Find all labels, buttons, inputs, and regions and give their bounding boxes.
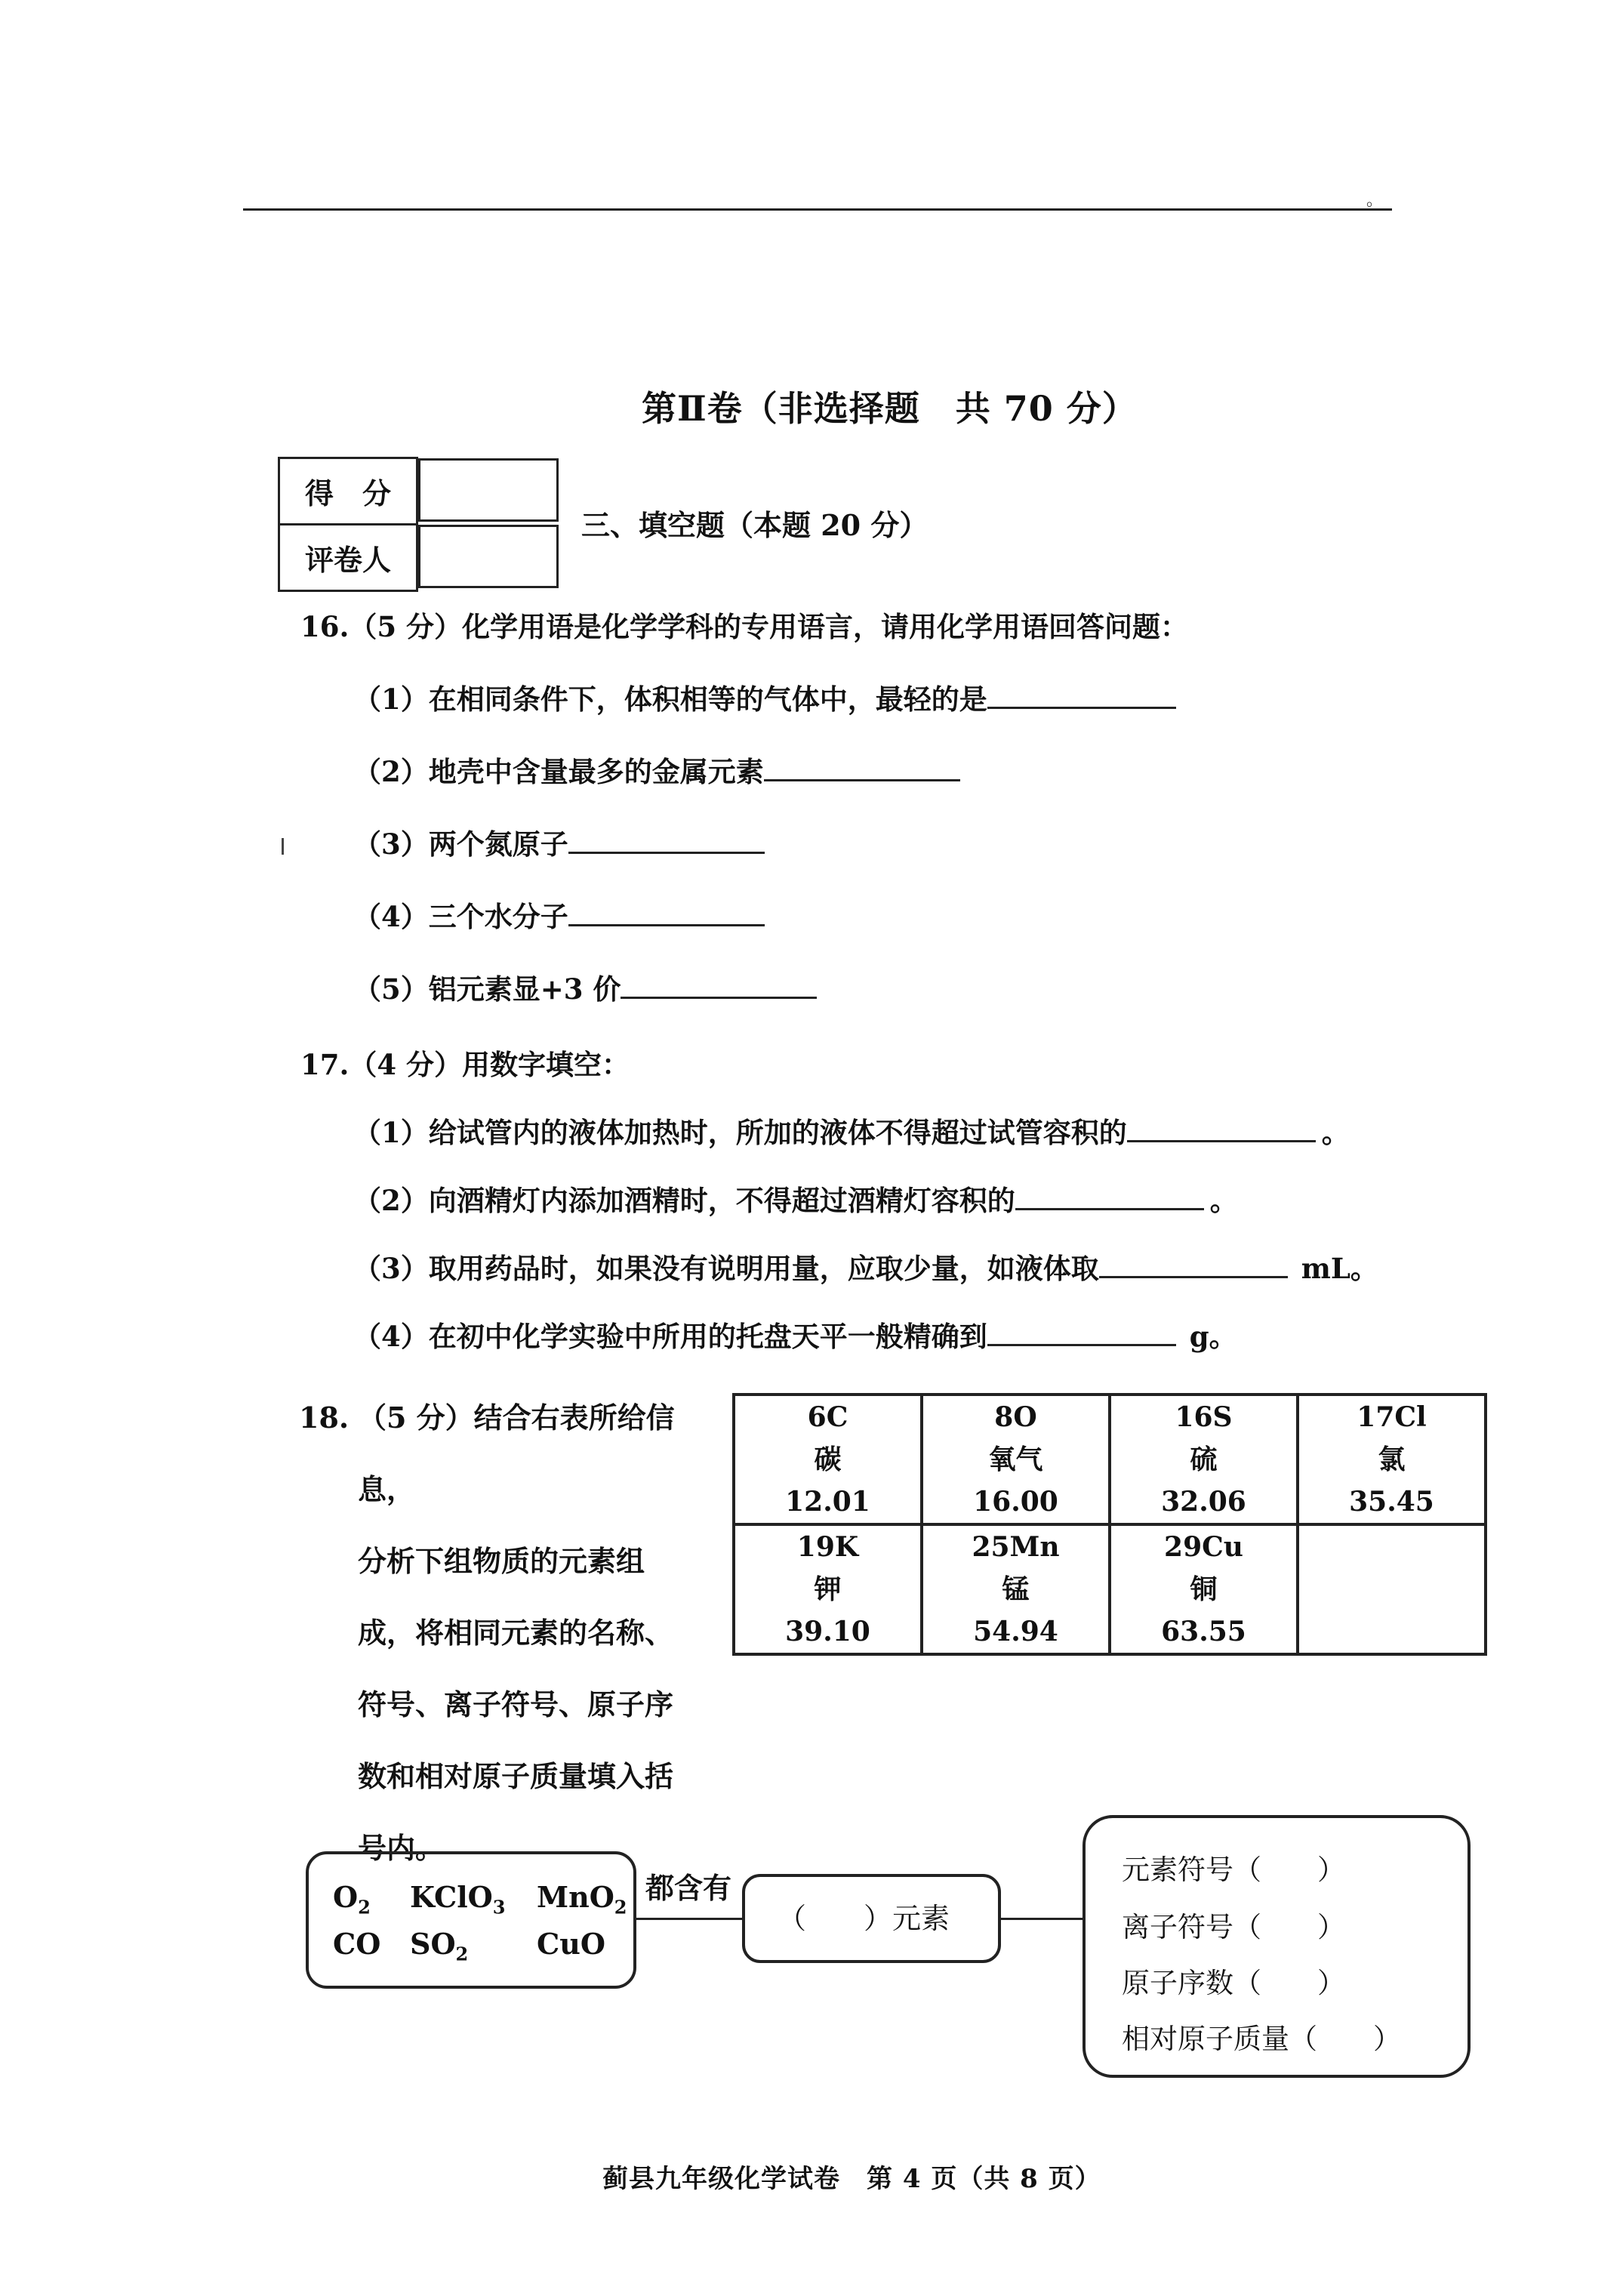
q17-stem: 17.（4 分）用数字填空： xyxy=(300,1048,630,1081)
prop-ion-symbol[interactable]: 离子符号（ ） xyxy=(1122,1911,1345,1943)
q17-item-3-text: （3）取用药品时，如果没有说明用量，应取少量，如液体取 xyxy=(353,1252,1099,1285)
element-mass: 39.10 xyxy=(785,1616,870,1647)
element-symbol: 16S xyxy=(1175,1401,1233,1433)
compound-mno2: MnO$_2$ xyxy=(537,1880,627,1918)
element-cell-sulfur xyxy=(1110,1395,1298,1524)
margin-tick xyxy=(282,838,284,855)
element-symbol: 6C xyxy=(807,1401,848,1433)
section-title: 三、填空题（本题 20 分） xyxy=(581,508,929,542)
q16-answer-1[interactable] xyxy=(987,681,1176,709)
prop-atomic-number[interactable]: 原子序数（ ） xyxy=(1122,1967,1345,1999)
q18-line-5: 数和相对原子质量填入括 xyxy=(358,1759,674,1793)
compounds-box xyxy=(306,1851,636,1989)
q18-line-4: 符号、离子符号、原子序 xyxy=(358,1687,674,1721)
q17-answer-1[interactable] xyxy=(1127,1114,1316,1142)
q17-item-2 xyxy=(353,1178,1238,1219)
q18-line-1: （5 分）结合右表所给信息， xyxy=(358,1401,675,1506)
q17-item-3 xyxy=(353,1246,1378,1287)
element-name-box-text[interactable]: （ ）元素 xyxy=(778,1902,950,1935)
element-cell-carbon xyxy=(734,1395,922,1524)
element-name: 碳 xyxy=(814,1444,842,1475)
q17-item-1 xyxy=(353,1110,1350,1151)
q16-item-5 xyxy=(353,966,817,1007)
q17-item-1-text: （1）给试管内的液体加热时，所加的液体不得超过试管容积的 xyxy=(353,1116,1127,1149)
page-footer: 蓟县九年级化学试卷 第 4 页（共 8 页） xyxy=(602,2164,1101,2194)
q17-item-4-text: （4）在初中化学实验中所用的托盘天平一般精确到 xyxy=(353,1320,987,1353)
element-mass: 54.94 xyxy=(973,1616,1058,1647)
prop-element-symbol[interactable]: 元素符号（ ） xyxy=(1122,1854,1345,1886)
element-mass: 12.01 xyxy=(785,1486,870,1518)
element-mass: 16.00 xyxy=(973,1486,1058,1518)
element-cell-empty xyxy=(1298,1524,1486,1654)
q17-answer-3[interactable] xyxy=(1099,1250,1288,1278)
corner-dot: 。 xyxy=(1366,191,1384,210)
q16-answer-5[interactable] xyxy=(621,971,817,999)
element-name: 钾 xyxy=(814,1573,842,1605)
q17-item-4 xyxy=(353,1314,1237,1354)
element-mass: 35.45 xyxy=(1349,1486,1434,1518)
element-table xyxy=(732,1393,1487,1656)
element-symbol: 29Cu xyxy=(1164,1531,1243,1563)
element-name: 硫 xyxy=(1190,1444,1218,1475)
element-cell-manganese xyxy=(922,1524,1110,1654)
element-symbol: 17Cl xyxy=(1357,1401,1427,1433)
q16-item-1 xyxy=(353,676,1176,717)
q16-item-4-text: （4）三个水分子 xyxy=(353,900,568,933)
q16-item-4 xyxy=(353,894,765,935)
grader-label: 评卷人 xyxy=(279,525,417,591)
q16-answer-3[interactable] xyxy=(568,826,765,854)
element-name: 锰 xyxy=(1002,1573,1030,1605)
q16-item-2-text: （2）地壳中含量最多的金属元素 xyxy=(353,755,764,788)
part-title: 第Ⅱ卷（非选择题 共 70 分） xyxy=(642,388,1138,429)
q18-line-6: 号内。 xyxy=(358,1831,445,1865)
element-symbol: 8O xyxy=(994,1401,1037,1433)
top-rule xyxy=(243,208,1392,211)
q16-answer-2[interactable] xyxy=(764,754,960,781)
score-box xyxy=(278,457,561,592)
q17-item-3-tail: mL。 xyxy=(1301,1252,1378,1285)
compound-co: CO xyxy=(333,1927,381,1961)
q16-answer-4[interactable] xyxy=(568,898,765,926)
element-cell-oxygen xyxy=(922,1395,1110,1524)
element-name: 氯 xyxy=(1378,1444,1406,1475)
q17-item-4-tail: g。 xyxy=(1189,1320,1237,1353)
compound-cuo: CuO xyxy=(537,1927,605,1961)
q17-item-2-text: （2）向酒精灯内添加酒精时，不得超过酒精灯容积的 xyxy=(353,1184,1015,1217)
compound-o2: $O_2$ xyxy=(333,1880,371,1918)
q18-line-3: 成，将相同元素的名称、 xyxy=(358,1616,674,1650)
contains-label: 都含有 xyxy=(645,1871,732,1905)
element-symbol: 19K xyxy=(796,1531,859,1563)
q16-stem: 16.（5 分）化学用语是化学学科的专用语言，请用化学用语回答问题： xyxy=(300,610,1188,643)
q17-answer-4[interactable] xyxy=(987,1318,1176,1346)
connector-line xyxy=(636,1918,742,1920)
grader-cell[interactable] xyxy=(418,525,559,588)
q16-item-5-text: （5）铝元素显+3 价 xyxy=(353,972,621,1006)
compound-so2: $SO_2$ xyxy=(410,1927,469,1965)
q17-item-1-tail: 。 xyxy=(1321,1116,1350,1149)
element-mass: 32.06 xyxy=(1161,1486,1246,1518)
compound-kclo3: KClO$_3$ xyxy=(410,1880,506,1918)
element-cell-potassium xyxy=(734,1524,922,1654)
q16-item-1-text: （1）在相同条件下，体积相等的气体中，最轻的是 xyxy=(353,683,987,716)
prop-atomic-mass[interactable]: 相对原子质量（ ） xyxy=(1122,2023,1401,2055)
q18-line-2: 分析下组物质的元素组 xyxy=(358,1544,645,1578)
properties-box xyxy=(1083,1815,1471,2078)
element-name: 铜 xyxy=(1190,1573,1218,1605)
element-mass: 63.55 xyxy=(1161,1616,1246,1647)
q18-stem xyxy=(299,1382,713,1884)
score-cell[interactable] xyxy=(418,458,559,522)
q17-answer-2[interactable] xyxy=(1015,1182,1204,1210)
q18-number: 18. xyxy=(299,1401,350,1435)
element-symbol: 25Mn xyxy=(972,1531,1060,1563)
element-cell-copper xyxy=(1110,1524,1298,1654)
element-cell-chlorine xyxy=(1298,1395,1486,1524)
element-name: 氧气 xyxy=(988,1444,1043,1475)
q16-item-3-text: （3）两个氮原子 xyxy=(353,827,568,861)
connector-line xyxy=(1001,1918,1083,1920)
q16-item-3 xyxy=(353,821,765,862)
q17-item-2-tail: 。 xyxy=(1209,1184,1238,1217)
score-label: 得 分 xyxy=(279,458,417,525)
q16-item-2 xyxy=(353,749,960,790)
